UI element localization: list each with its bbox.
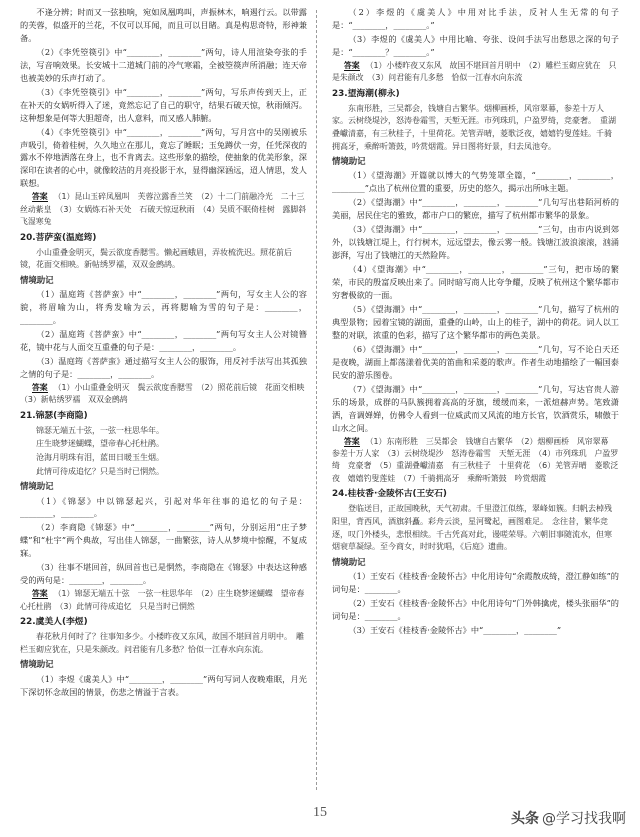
poem-text: 锦瑟无端五十弦，一弦一柱思华年。 <box>36 425 164 435</box>
question-paragraph: 不逢分辨；时而又一弦独响，宛如凤凰鸣叫，声振林木，响遏行云。以带露的芙蓉，似盛开的兰花，不仅可以耳闻，而且可以目睹。真是构思奇特，形神兼备。 <box>20 7 307 43</box>
question-paragraph: （4）《李凭箜篌引》中“________，________”两句，写月宫中的吴刚被乐声吸引，倚着桂树，久久地立在那儿，竟忘了睡眠；玉兔蹲伏一旁，任凭深夜的露水不停地洒落在身上，也不肯离去。这些形象的描绘，使抽象的优美形象，深深印在读者的心中，就像皎洁的月亮投影于水，显得幽深涵远，迢人情思，发人联想。 <box>20 126 307 189</box>
column-divider <box>316 10 317 790</box>
answer-text: （1）小楼昨夜又东风 故国不堪回首月明中 （2）雕栏玉砌应犹在 只是朱颜改 （3）问君能有几多愁 恰似一江春水向东流 <box>332 60 617 83</box>
question-paragraph: （1）王安石《桂枝香·金陵怀古》中化用诗句“余霞散成绮，澄江静如练”的词句是：________。 <box>332 571 619 595</box>
question-paragraph: （2）王安石《桂枝香·金陵怀古》中化用诗句“门外韩擒虎，楼头张丽华”的词句是：________。 <box>332 598 619 621</box>
answer-text: （1）东南形胜 三吴都会 钱塘自古繁华 （2）烟柳画桥 风帘翠幕 参差十万人家 （3）云树绕堤沙 怒涛卷霜雪 天堑无涯 （4）市列珠玑 户盈罗绮 竞豪奢 （5）重湖叠巘清嘉 有三秋桂子 十里荷花 （6）羌管弄晴 菱歌泛夜 嬉嬉钓叟莲娃 （7）千骑拥高牙 乘醉听箫鼓 吟赏烟霞 <box>332 436 619 483</box>
section-title: 21.锦瑟(李商隐) <box>20 410 88 421</box>
question-paragraph: （3）李煜的《虞美人》中用比喻、夸张、设问手法写出愁思之深的句子是：“________？________。” <box>332 33 619 57</box>
question-paragraph: （6）《望海潮》中“________，________，________”几句，写不论白天还是夜晚，湖面上都荡漾着优美的笛曲和采菱的歌声。作者生动地描绘了一幅国泰民安的游乐图卷。 <box>332 343 619 380</box>
question-paragraph: （2）温庭筠《菩萨蛮》中“________，________”两句写女主人公对镜簪花，镜中花与人面交互重叠的句子是：________，________。 <box>20 329 307 353</box>
answer-block <box>332 60 619 85</box>
answer-text: （1）小山重叠金明灭 鬓云欲度香腮雪 （2）照花前后镜 花面交相映 （3）新帖绣罗襦 双双金鹧鸪 <box>20 382 313 405</box>
question-paragraph: （4）《望海潮》中“________，________，________”三句，把市场的繁荣，市民的殷富反映出来了。同时暗写商人比夸争耀，反映了杭州这个繁华都市穷奢极欲的一面。 <box>332 264 619 301</box>
answer-label: 答案 <box>31 192 48 202</box>
poem-text: 此情可待成追忆？只是当时已惘然。 <box>36 466 164 476</box>
sub-heading: 情境助记 <box>20 274 54 285</box>
question-paragraph: （3）《李凭箜篌引》中“________，________”两句，写乐声传到天上，正在补天的女娲听得入了迷，竟然忘记了自己的职守，结果石破天惊，秋雨倾泻。这种想象是何等大胆超奇，出人意料，而又感人肺腑。 <box>20 86 307 123</box>
question-paragraph: （3）《望海潮》中“________，________，________”三句，由市内说到郊外，以钱塘江堤上，行行树木，远远望去，像云雾一般。钱塘江波浪滚滚，汹涌澎湃，写出了钱塘江的天然险阵。 <box>332 224 619 261</box>
question-paragraph: （3）温庭筠《菩萨蛮》通过描写女主人公的服饰，用反衬手法写出其孤独之情的句子是：________，________。 <box>20 355 307 379</box>
answer-block <box>20 588 307 613</box>
question-paragraph: （1）温庭筠《菩萨蛮》中“________，________”两句，写女主人公的容貌，将眉喻为山，将秀发喻为云，再将腮喻为雪的句子是：________，________。 <box>20 289 307 326</box>
sub-heading: 情境助记 <box>20 659 54 670</box>
watermark <box>511 808 626 828</box>
poem-text: 庄生晓梦迷蝴蝶，望帝春心托杜鹃。 <box>36 439 164 449</box>
poem-text: 沧海月明珠有泪，蓝田日暖玉生烟。 <box>36 453 164 462</box>
question-paragraph: （2）《李凭箜篌引》中“________，________”两句，诗人用渲染夸张的手法，写音响效果。长安城十二道城门前的冷气寒霜，全被箜篌声所消融；连天帝也被美妙的乐声打动了。 <box>20 46 307 83</box>
question-paragraph: （5）《望海潮》中“________，________，________”几句，描写了杭州的典型景物；园着宝镜的湖面，重叠的山岭，山上的桂子，湖中的荷花。词人以工整的对联，浓重的色彩，描写了这个繁华都市的两色美景。 <box>332 303 619 340</box>
question-paragraph: （2）《望海潮》中“________，________，________”几句写出巷陌河桥的美丽，居民住宅的雅致，都市户口的繁庶，描写了杭州都市繁华的景象。 <box>332 197 619 221</box>
question-paragraph: （7）《望海潮》中“________，________，________”几句，写达官贵人游乐的场景，成群的马队簇拥着高高的牙旗，缓缓而来，一派煊赫声势。笔致潇洒，音调婵婵，仿佛令人看到一位威武而又风流的地方长官，饮酒赏乐，啸傲于山水之间。 <box>332 383 619 433</box>
answer-text: （1）锦瑟无端五十弦 一弦一柱思华年 （2）庄生晓梦迷蝴蝶 望帝春心托杜鹃 （3）此情可待成追忆 只是当时已惘然 <box>20 589 305 611</box>
question-paragraph: （1）《望海潮》开篇就以博大的气势笼罩全篇，“________，________，________”点出了杭州位置的重要，历史的悠久，揭示出所咏主题。 <box>332 170 619 194</box>
answer-block <box>20 382 313 407</box>
section-title: 20.菩萨蛮(温庭筠) <box>20 232 97 243</box>
poem-text: 春花秋月何时了？往事知多少。小楼昨夜又东风，故国不堪回首月明中。 雕栏玉砌应犹在，只是朱颜改。问君能有几多愁？恰似一江春水向东流。 <box>20 632 304 654</box>
watermark-text: @学习找我啊 <box>542 811 626 827</box>
question-paragraph: （1）李煜《虞美人》中“________，________”两句写词人夜晚难眠，月光下深切怀念故国的情景，伤悲之情溢于言表。 <box>20 673 307 697</box>
question-paragraph: （1）《锦瑟》中以锦瑟起兴，引起对华年往事的追忆的句子是：________，________。 <box>20 495 307 519</box>
answer-label: 答案 <box>31 382 48 392</box>
question-paragraph: （2）李煜的《虞美人》中用对比手法，反衬人生无常的句子是：“________，________。” <box>332 7 619 30</box>
poem-text: 小山重叠金明灭，鬓云欲度香腮雪。懒起画蛾眉，弄妆梳洗迟。照花前后镜，花面交相映。新帖绣罗襦，双双金鹧鸪。 <box>20 247 292 270</box>
sub-heading: 情境助记 <box>332 556 366 567</box>
question-paragraph: （3）王安石《桂枝香·金陵怀古》中“________，________” <box>348 624 562 635</box>
right-column <box>332 6 619 796</box>
answer-label: 答案 <box>343 436 360 446</box>
answer-label: 答案 <box>31 589 48 599</box>
question-paragraph: （3）往事不堪回首，纵回首也已是惘然，李商隐在《锦瑟》中表达这种感受的两句是：________，________。 <box>20 562 307 586</box>
watermark-logo: 头条 <box>511 811 539 827</box>
answer-block <box>332 436 619 486</box>
answer-text: （1）昆山玉碎凤凰叫 芙蓉泣露香兰笑 （2）十二门前融冷光 二十三丝动紫皇 （3）女娲炼石补天处 石破天惊逗秋雨 （4）吴质不眠倚桂树 露脚斜飞湿寒兔 <box>20 192 307 227</box>
question-paragraph: （2）李商隐《锦瑟》中“________，________”两句，分别运用“庄子梦蝶”和“杜宇”两个典故，写出佳人锦瑟，一曲繁弦，诗人从梦境中惊醒，不复成寐。 <box>20 522 307 559</box>
section-title: 23.望海潮(柳永) <box>332 88 400 99</box>
poem-text: 东南形胜，三吴都会，钱塘自古繁华。烟柳画桥，风帘翠幕，参差十万人家。云树绕堤沙，怒涛卷霜雪，天堑无涯。市列珠玑，户盈罗绮，竞豪奢。 重湖叠巘清嘉，有三秋桂子，十里荷花。羌管弄晴，菱歌泛夜，嬉嬉钓叟莲娃。千骑拥高牙，乘醉听箫鼓，吟赏烟霞。异日图将好景，归去凤池夸。 <box>332 103 616 151</box>
sub-heading: 情境助记 <box>332 156 366 167</box>
poem-text: 登临送目，正故国晚秋，天气初肃。千里澄江似练，翠峰如簇。归帆去棹残阳里，背西风，酒旗斜矗。彩舟云淡，星河鹭起，画图难足。 念往昔，繁华竞逐，叹门外楼头，悲恨相续。千古凭高对此，谩嗟荣辱。六朝旧事随流水，但寒烟衰草凝绿。至今商女，时时犹唱，《后庭》遗曲。 <box>332 504 612 552</box>
section-title: 22.虞美人(李煜) <box>20 617 88 628</box>
section-title: 24.桂枝香·金陵怀古(王安石) <box>332 489 447 500</box>
answer-label: 答案 <box>343 60 360 70</box>
sub-heading: 情境助记 <box>20 481 54 492</box>
left-column <box>20 6 313 796</box>
page-number: 15 <box>313 805 327 820</box>
answer-block <box>20 191 307 228</box>
